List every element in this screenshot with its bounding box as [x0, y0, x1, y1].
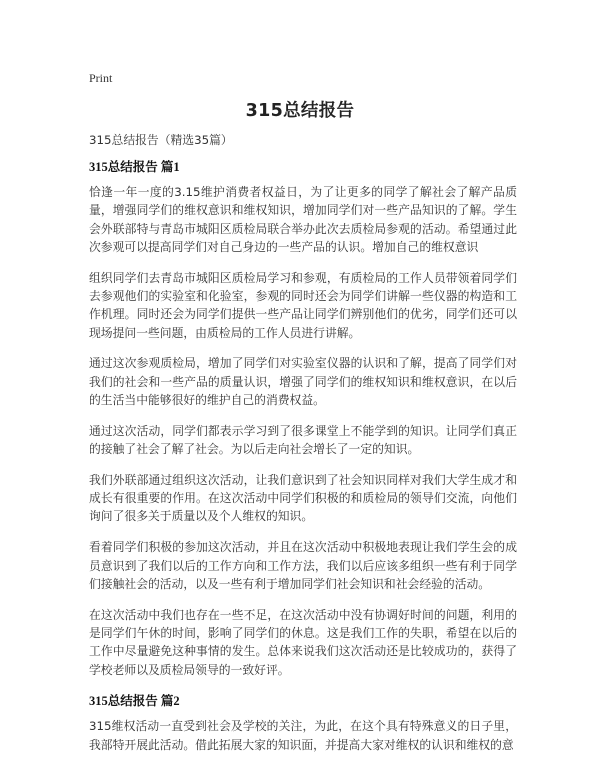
- paragraph: 315维权活动一直受到社会及学校的关注，为此，在这个具有特殊意义的日子里，我部特开展此活动。借此拓展大家的知识面，并提高大家对维权的认识和维权的意: [89, 719, 517, 752]
- paragraph: 在这次活动中我们也存在一些不足，在这次活动中没有协调好时间的问题，利用的是同学们午休的时间，影响了同学们的休息。这是我们工作的失职，希望在以后的工作中尽量避免这种事情的发生。总体来说我们这次活动还是比较成功的，获得了学校老师以及质检局领导的一致好评。: [89, 607, 517, 677]
- paragraph: 我们外联部通过组织这次活动，让我们意识到了社会知识同样对我们大学生成才和成长有很重要的作用。在这次活动中同学们积极的和质检局的领导们交流，向他们询问了很多关于质量以及个人维权的知识。: [89, 472, 517, 524]
- section-1: [89, 157, 517, 679]
- section-heading: 315总结报告 篇1: [89, 160, 180, 174]
- document-subtitle: 315总结报告（精选35篇）: [89, 133, 233, 147]
- section-2: [89, 691, 517, 754]
- paragraph: 恰逢一年一度的3.15维护消费者权益日，为了让更多的同学了解社会了解产品质量，增强同学们的维权意识和维权知识，增加同学们对一些产品知识的了解。学生会外联部特与青岛市城阳区质检局联合举办此次去质检局参观的活动。希望通过此次参观可以提高同学们对自己身边的一些产品的认识。增加自己的维权意识: [89, 185, 517, 254]
- section-heading: 315总结报告 篇2: [89, 694, 180, 709]
- document-title: 315总结报告: [245, 101, 355, 121]
- paragraph: 通过这次活动，同学们都表示学习到了很多课堂上不能学到的知识。让同学们真正的接触了社会了解了社会。为以后走向社会增长了一定的知识。: [89, 423, 517, 457]
- paragraph: 看着同学们积极的参加这次活动，并且在这次活动中积极地表现让我们学生会的成员意识到了我们以后的工作方向和工作方法，我们以后应该多组织一些有利于同学们接触社会的活动，以及一些有利于增加同学们社会知识和社会经验的活动。: [89, 540, 517, 591]
- paragraph: 组织同学们去青岛市城阳区质检局学习和参观，有质检局的工作人员带领着同学们去参观他们的实验室和化验室，参观的同时还会为同学们讲解一些仪器的构造和工作机理。同时还会为同学们提供一些产品让同学们辨别他们的优劣，同学们还可以现场提问一些问题，由质检局的工作人员进行讲解。: [89, 270, 517, 340]
- print-link[interactable]: Print: [89, 71, 113, 85]
- document-body: [89, 130, 517, 766]
- paragraph: 通过这次参观质检局，增加了同学们对实验室仪器的认识和了解，提高了同学们对我们的社会和一些产品的质量认识，增强了同学们的维权知识和维权意识，在以后的生活当中能够很好的维护自己的消费权益。: [89, 356, 517, 407]
